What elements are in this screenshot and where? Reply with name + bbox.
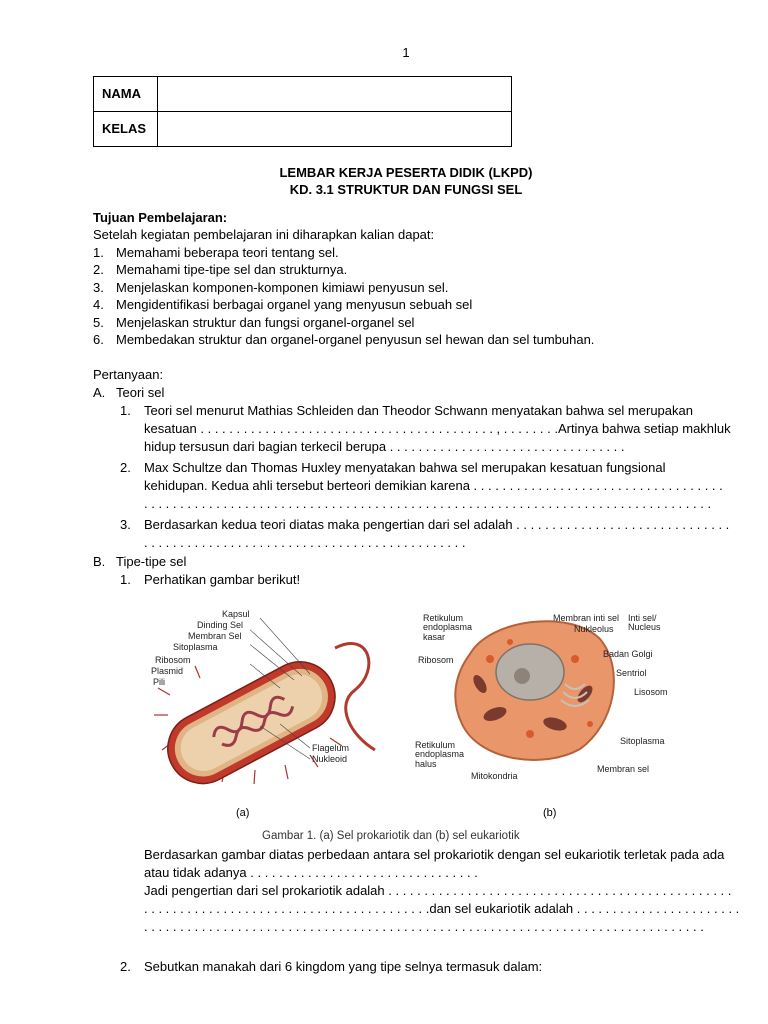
- label-pili: Pili: [153, 677, 166, 687]
- label-membran-sel-euk: Membran sel: [597, 764, 650, 774]
- nama-field[interactable]: [158, 77, 512, 112]
- pertanyaan-heading: Pertanyaan:: [93, 367, 164, 382]
- list-item: 3. Menjelaskan komponen-komponen kimiawi penyusun sel.: [93, 280, 449, 295]
- question-a3: 3. Berdasarkan kedua teori diatas maka pengertian dari sel adalah . . . . . . . . . . . . . . . . . . . . . . . . . . . . . .: [120, 517, 730, 532]
- nucleus-shape: [496, 644, 564, 700]
- label-sitoplasma-euk: Sitoplasma: [620, 736, 665, 746]
- nama-label: NAMA: [94, 77, 158, 112]
- question-a2-line3: . . . . . . . . . . . . . . . . . . . . . . . . . . . . . . . . . . . . . . . . . . . . . . . . . . . . . . . . . . . . . . . . . . . . . . . . . . . . . . .: [144, 496, 712, 511]
- label-lisosom: Lisosom: [634, 687, 668, 697]
- label-membran-inti: Membran inti sel: [553, 613, 620, 623]
- question-a1-line3: hidup tersusun dari bagian terkecil berupa . . . . . . . . . . . . . . . . . . . . . . . . . . . . . . . . .: [144, 439, 625, 454]
- label-badan-golgi: Badan Golgi: [603, 649, 653, 659]
- document-title: LEMBAR KERJA PESERTA DIDIK (LKPD): [279, 165, 533, 180]
- question-b1: 1. Perhatikan gambar berikut!: [120, 572, 301, 587]
- label-dinding-sel: Dinding Sel: [197, 620, 244, 630]
- label-membran-sel: Membran Sel: [188, 631, 242, 641]
- b1-text-line4: . . . . . . . . . . . . . . . . . . . . . . . . . . . . . . . . . . . . . . . .dan sel eukariotik adalah . . . . . . . . . . . . . . . . . . . . . . .: [144, 901, 740, 916]
- kelas-label: KELAS: [94, 112, 158, 147]
- list-item: 4. Mengidentifikasi berbagai organel yang menyusun sebuah sel: [93, 297, 473, 312]
- page-number: 1: [402, 45, 410, 60]
- label-sentriol: Sentriol: [616, 668, 647, 678]
- question-a1-line2: kesatuan . . . . . . . . . . . . . . . . . . . . . . . . . . . . . . . . . . . . . . . . . , . . . . . . . .Artinya bahwa setiap makhluk: [144, 421, 731, 436]
- label-plasmid: Plasmid: [151, 666, 184, 676]
- figure-caption: Gambar 1. (a) Sel prokariotik dan (b) sel eukariotik: [262, 830, 520, 842]
- identity-table: [93, 76, 512, 147]
- eukaryotic-cell-figure: [450, 614, 620, 764]
- label-nukleoid: Nukleoid: [312, 754, 348, 764]
- tujuan-heading: Tujuan Pembelajaran:: [93, 210, 228, 225]
- question-a3-line2: . . . . . . . . . . . . . . . . . . . . . . . . . . . . . . . . . . . . . . . . . . . . .: [144, 535, 466, 550]
- list-item: 6. Membedakan struktur dan organel-organel penyusun sel hewan dan sel tumbuhan.: [93, 332, 595, 347]
- question-b2: 2. Sebutkan manakah dari 6 kingdom yang tipe selnya termasuk dalam:: [120, 959, 543, 974]
- label-nukleolus: Nukleolus: [574, 624, 614, 634]
- section-a-heading: A. Teori sel: [93, 385, 165, 400]
- label-ribosom: Ribosom: [155, 655, 191, 665]
- list-item: 5. Menjelaskan struktur dan fungsi organel-organel sel: [93, 315, 415, 330]
- kelas-field[interactable]: [158, 112, 512, 147]
- tujuan-intro: Setelah kegiatan pembelajaran ini diharapkan kalian dapat:: [93, 227, 435, 242]
- label-flagelum: Flagelum: [312, 743, 350, 753]
- question-a1: 1. Teori sel menurut Mathias Schleiden dan Theodor Schwann menyatakan bahwa sel merupakan: [120, 403, 693, 418]
- label-ribosom-euk: Ribosom: [418, 655, 454, 665]
- flagellum-shape: [335, 643, 375, 750]
- label-inti-sel: Inti sel/ Nucleus: [628, 613, 661, 633]
- b1-text-line5: . . . . . . . . . . . . . . . . . . . . . . . . . . . . . . . . . . . . . . . . . . . . . . . . . . . . . . . . . . . . . . . . . . . . . . . . . . . . . .: [144, 919, 704, 934]
- list-item: 2. Memahami tipe-tipe sel dan strukturnya.: [93, 262, 348, 277]
- document-subtitle: KD. 3.1 STRUKTUR DAN FUNGSI SEL: [289, 182, 523, 197]
- section-b-heading: B. Tipe-tipe sel: [93, 554, 187, 569]
- b1-text-line1: Berdasarkan gambar diatas perbedaan antara sel prokariotik dengan sel eukariotik terletak pada ada: [144, 847, 725, 862]
- label-retikulum-kasar: Retikulum endoplasma kasar: [423, 613, 473, 642]
- b1-text-line2: atau tidak adanya . . . . . . . . . . . . . . . . . . . . . . . . . . . . . . . .: [144, 865, 478, 880]
- panel-a-label-text: (a): [236, 807, 250, 819]
- panel-b-label-text: (b): [543, 807, 557, 819]
- list-item: 1. Memahami beberapa teori tentang sel.: [93, 245, 339, 260]
- label-kapsul: Kapsul: [222, 609, 250, 619]
- label-sitoplasma: Sitoplasma: [173, 642, 218, 652]
- label-mitokondria: Mitokondria: [471, 771, 518, 781]
- b1-text-line3: Jadi pengertian dari sel prokariotik adalah . . . . . . . . . . . . . . . . . . . . . . . . . . . . . . . . . . . . . . . . . . . . . . . .: [144, 883, 732, 898]
- question-a2: 2. Max Schultze dan Thomas Huxley menyatakan bahwa sel merupakan kesatuan fungsional: [120, 460, 666, 475]
- nucleolus-shape: [514, 668, 530, 684]
- prokaryotic-leader-lines: [250, 614, 340, 764]
- question-a2-line2: kehidupan. Kedua ahli tersebut berteori demikian karena . . . . . . . . . . . . . . . . . . . . . . . . . . . . . . . . . . .: [144, 478, 723, 493]
- label-retikulum-halus: Retikulum endoplasma halus: [415, 740, 465, 769]
